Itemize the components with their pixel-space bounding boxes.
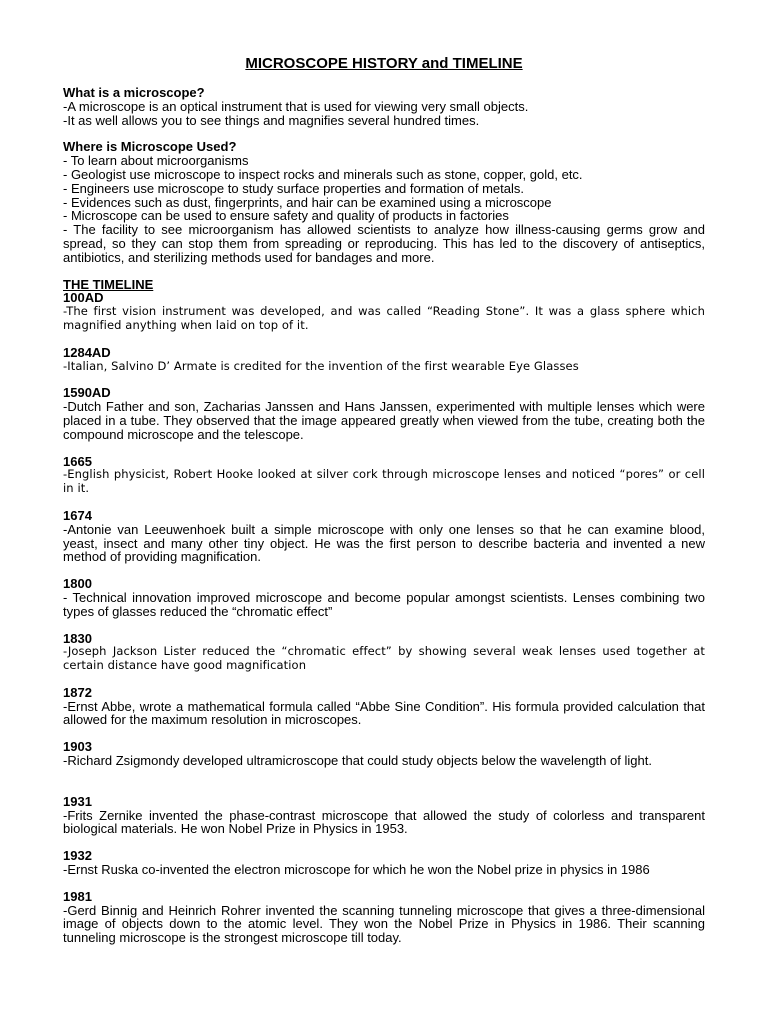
where-line: - Geologist use microscope to inspect rocks and minerals such as stone, copper, gold, etc.: [63, 166, 583, 182]
timeline-text: -The first vision instrument was developed, and was called “Reading Stone”. It was a glass sphere which magnified anything when laid on top of it.: [63, 304, 705, 332]
timeline-text: - Technical innovation improved microscope and become popular amongst scientists. Lenses combining two types of glasses reduced the “chromatic effect”: [63, 589, 705, 619]
timeline-year: 1590AD: [63, 385, 111, 401]
timeline-year: 1800: [63, 576, 92, 592]
timeline-year: 1830: [63, 630, 92, 646]
timeline-year: 1931: [63, 793, 92, 809]
where-heading: Where is Microscope Used?: [63, 139, 237, 155]
timeline-text: -Frits Zernike invented the phase-contrast microscope that allowed the study of colorless and transparent biological materials. He won Nobel Prize in Physics in 1953.: [63, 807, 705, 837]
where-line: - Microscope can be used to ensure safety and quality of products in factories: [63, 208, 509, 224]
timeline-year: 1284AD: [63, 344, 111, 360]
timeline-text: -Italian, Salvino D’ Armate is credited for the invention of the first wearable Eye Glasses: [63, 358, 579, 373]
what-line: -A microscope is an optical instrument that is used for viewing very small objects.: [63, 98, 529, 114]
where-line: - Evidences such as dust, fingerprints, and hair can be examined using a microscope: [63, 194, 552, 210]
timeline-entry: [63, 686, 705, 727]
timeline-entry: [63, 795, 705, 836]
timeline-text: -Dutch Father and son, Zacharias Janssen and Hans Janssen, experimented with multiple lenses which were placed in a tube. They observed that the image appeared greatly when viewed from the tube, creating both the compound microscope and the telescope.: [63, 399, 705, 442]
timeline-text: -Gerd Binnig and Heinrich Rohrer invented the scanning tunneling microscope that gives a three-dimensional image of objects down to the atomic level. They won the Nobel Prize in Physics in 1986. Their scanning tunneling microscope is the strongest microscope till today.: [63, 902, 705, 946]
timeline-year: 1981: [63, 888, 92, 904]
where-line: - The facility to see microorganism has allowed scientists to analyze how illness-causing germs grow and spread, so they can stop them from spreading or reproducing. This has led to the discovery of antiseptics, antibiotics, and sterilizing methods used for bandages and more.: [63, 222, 705, 265]
timeline-text: -English physicist, Robert Hooke looked at silver cork through microscope lenses and noticed “pores” or cell in it.: [63, 467, 705, 496]
timeline-year: 1872: [63, 684, 92, 700]
timeline-entry: [63, 291, 705, 332]
where-line: - Engineers use microscope to study surface properties and formation of metals.: [63, 180, 524, 196]
timeline-entry: [63, 386, 705, 441]
timeline-heading: THE TIMELINE: [63, 276, 154, 292]
document-title: MICROSCOPE HISTORY and TIMELINE: [245, 55, 523, 72]
timeline-year: 100AD: [63, 290, 104, 306]
what-line: -It as well allows you to see things and magnifies several hundred times.: [63, 112, 480, 128]
timeline-entry: [63, 632, 705, 673]
timeline-entry: [63, 509, 705, 564]
timeline-entry: [63, 740, 705, 768]
what-heading: What is a microscope?: [63, 85, 205, 100]
timeline-entry: [63, 577, 705, 618]
timeline-entry: [63, 455, 705, 496]
timeline-section: [63, 278, 705, 945]
timeline-text: -Ernst Abbe, wrote a mathematical formula called “Abbe Sine Condition”. His formula provided calculation that allowed for the maximum resolution in microscopes.: [63, 698, 705, 728]
where-line: - To learn about microorganisms: [63, 153, 249, 169]
document-body: [63, 86, 705, 958]
timeline-year: 1932: [63, 848, 92, 864]
timeline-entry: [63, 890, 705, 945]
timeline-year: 1903: [63, 739, 92, 755]
timeline-entry: [63, 346, 705, 374]
timeline-text: -Antonie van Leeuwenhoek built a simple microscope with only one lenses so that he can examine blood, yeast, insect and many other tiny object. He was the first person to describe bacteria and invented a new method of providing magnification.: [63, 521, 705, 565]
where-section: [63, 140, 705, 264]
timeline-entry: [63, 849, 705, 877]
timeline-text: -Richard Zsigmondy developed ultramicroscope that could study objects below the wavelength of light.: [63, 753, 652, 769]
what-section: [63, 86, 705, 127]
timeline-year: 1665: [63, 453, 92, 469]
timeline-text: -Ernst Ruska co-invented the electron microscope for which he won the Nobel prize in physics in 1986: [63, 862, 650, 878]
timeline-text: -Joseph Jackson Lister reduced the “chromatic effect” by showing several weak lenses used together at certain distance have good magnification: [63, 644, 705, 673]
timeline-year: 1674: [63, 507, 92, 523]
